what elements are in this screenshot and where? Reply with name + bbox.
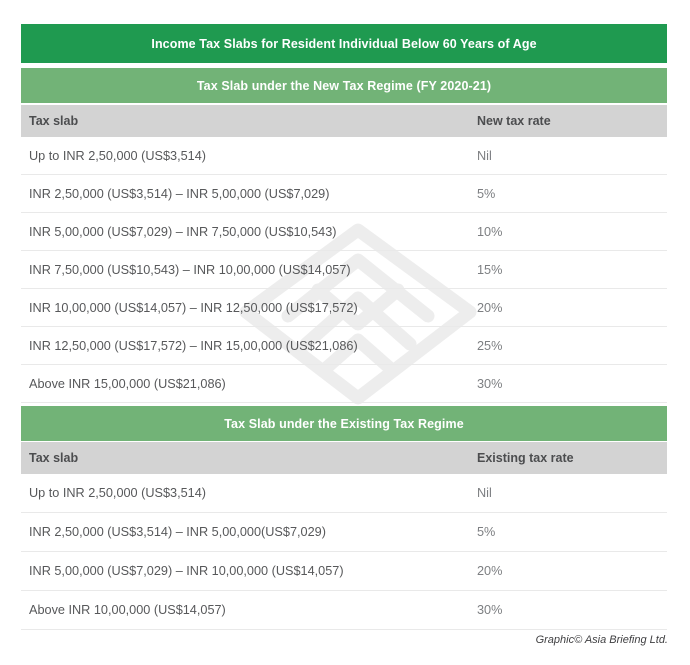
rate-cell: 10%	[477, 224, 503, 239]
table-row	[21, 289, 667, 327]
section-header-label: Tax Slab under the Existing Tax Regime	[224, 416, 464, 431]
column-header-row-new	[21, 105, 667, 137]
table-row	[21, 513, 667, 552]
rate-cell: 30%	[477, 603, 503, 617]
slab-cell: Above INR 15,00,000 (US$21,086)	[29, 376, 226, 391]
slab-cell: INR 5,00,000 (US$7,029) – INR 7,50,000 (US$10,543)	[29, 224, 337, 239]
rate-cell: Nil	[477, 148, 492, 163]
slab-cell: Up to INR 2,50,000 (US$3,514)	[29, 148, 207, 163]
slab-cell: INR 12,50,000 (US$17,572) – INR 15,00,000 (US$21,086)	[29, 338, 358, 353]
slab-cell: INR 2,50,000 (US$3,514) – INR 5,00,000 (US$7,029)	[29, 186, 330, 201]
rate-cell: 15%	[477, 262, 503, 277]
slab-cell: INR 10,00,000 (US$14,057) – INR 12,50,000 (US$17,572)	[29, 300, 358, 315]
column-header-tax-slab: Tax slab	[29, 451, 79, 465]
slab-cell: Up to INR 2,50,000 (US$3,514)	[29, 486, 207, 500]
table-row	[21, 137, 667, 175]
table-row	[21, 213, 667, 251]
slab-cell: INR 2,50,000 (US$3,514) – INR 5,00,000(US$7,029)	[29, 525, 326, 539]
slab-cell: INR 5,00,000 (US$7,029) – INR 10,00,000 (US$14,057)	[29, 564, 344, 578]
table-title-bar	[21, 24, 667, 63]
table-row	[21, 474, 667, 513]
rate-cell: 20%	[477, 564, 503, 578]
rate-cell: 20%	[477, 300, 503, 315]
section-header-existing-regime	[21, 406, 667, 441]
rate-cell: 30%	[477, 376, 503, 391]
slab-cell: INR 7,50,000 (US$10,543) – INR 10,00,000 (US$14,057)	[29, 262, 351, 277]
table-row	[21, 591, 667, 630]
table-row	[21, 175, 667, 213]
section-header-label: Tax Slab under the New Tax Regime (FY 2020-21)	[196, 78, 492, 93]
section-header-new-regime	[21, 68, 667, 103]
table-row	[21, 552, 667, 591]
rate-cell: 5%	[477, 186, 496, 201]
slab-cell: Above INR 10,00,000 (US$14,057)	[29, 603, 226, 617]
column-header-tax-slab: Tax slab	[29, 114, 79, 128]
table-row	[21, 327, 667, 365]
tax-slab-table	[21, 24, 667, 630]
table-row	[21, 251, 667, 289]
rate-cell: 25%	[477, 338, 503, 353]
credit-line: Graphic© Asia Briefing Ltd.	[535, 634, 668, 646]
table-row	[21, 365, 667, 403]
rate-cell: 5%	[477, 525, 496, 539]
rate-cell: Nil	[477, 486, 492, 500]
column-header-row-existing	[21, 442, 667, 474]
column-header-new-tax-rate: New tax rate	[477, 114, 551, 128]
column-header-existing-tax-rate: Existing tax rate	[477, 451, 574, 465]
table-title: Income Tax Slabs for Resident Individual Below 60 Years of Age	[151, 36, 537, 51]
